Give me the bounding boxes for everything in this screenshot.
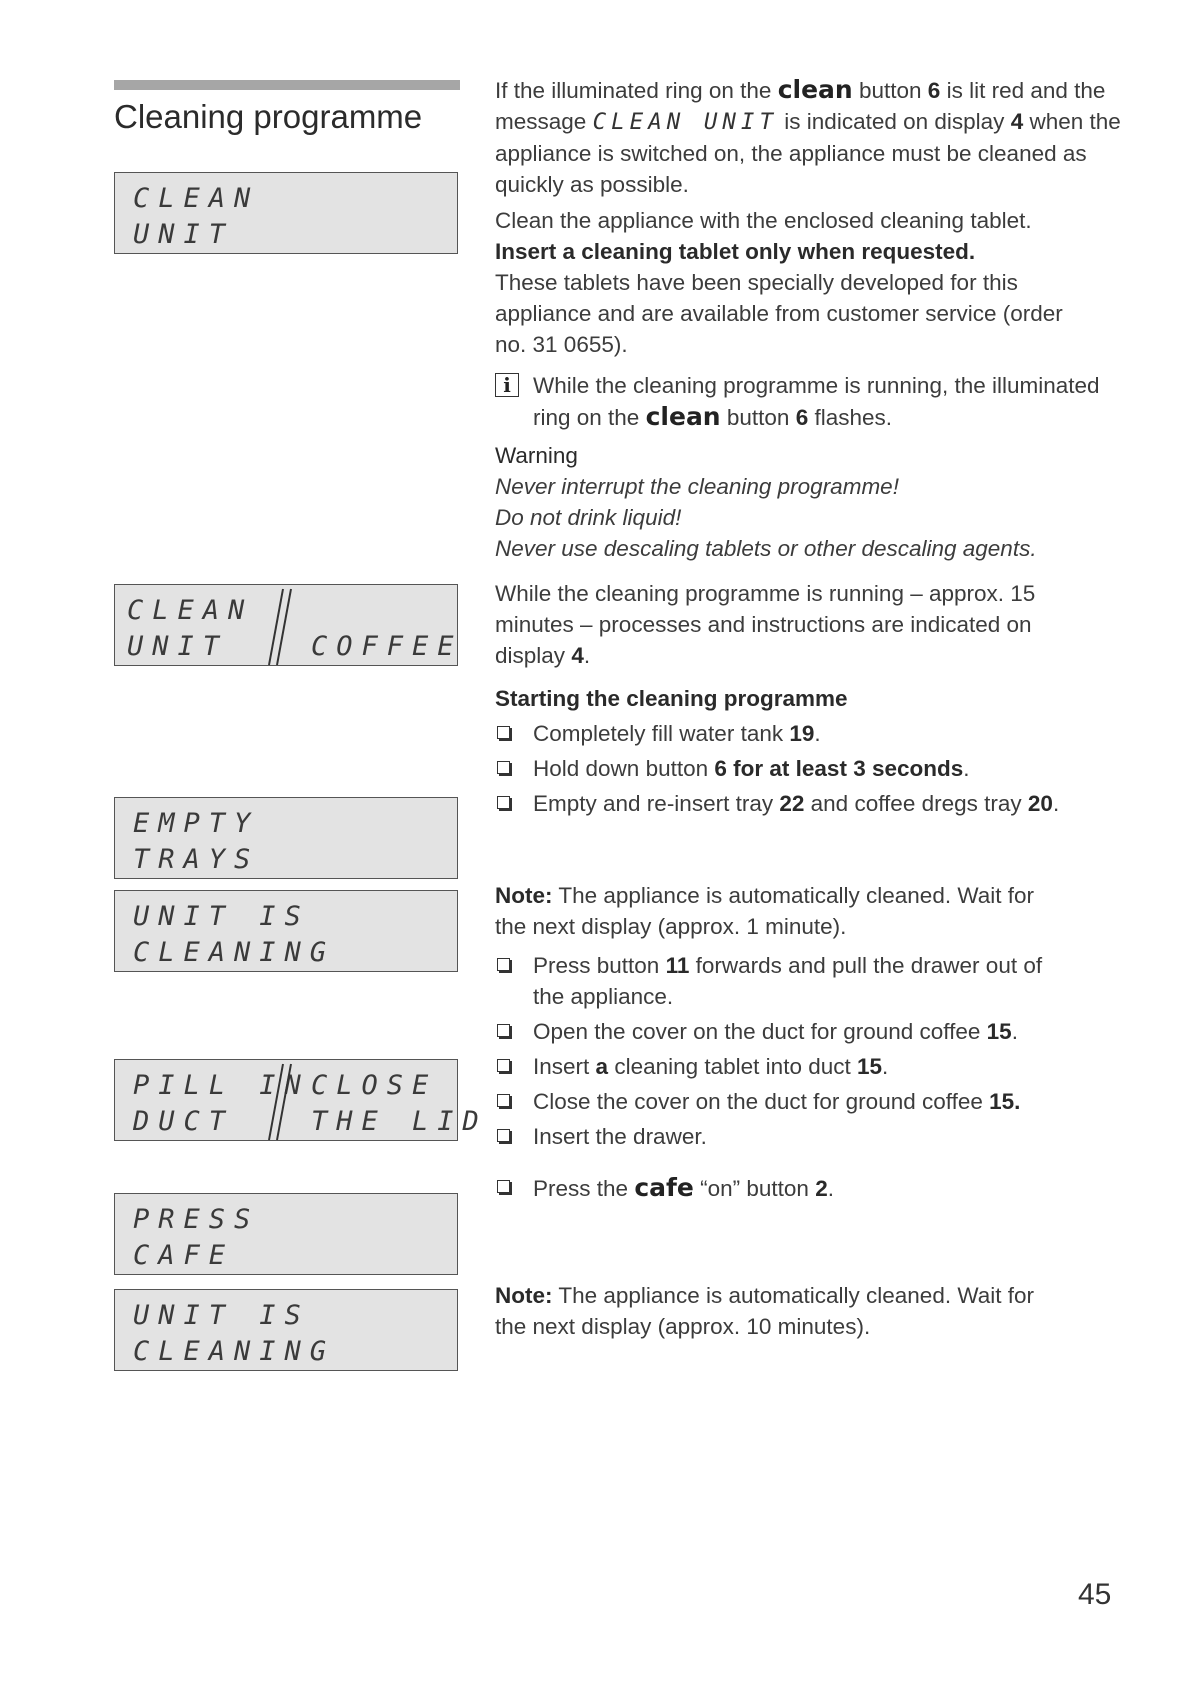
step-ref: 19 <box>789 721 815 746</box>
list-item <box>495 1051 1075 1082</box>
info-text-a: While the cleaning programme is running, the illuminated ring on the <box>533 373 1100 430</box>
lcd-line-2: UNIT <box>133 219 235 250</box>
list-item <box>495 950 1075 1012</box>
step-text: Close the cover on the duct for ground coffee <box>533 1089 983 1114</box>
step-ref: 15 <box>986 1019 1012 1044</box>
note-label: Note: <box>495 1283 553 1308</box>
checkbox-bullet-icon <box>497 958 510 971</box>
starting-heading: Starting the cleaning programme <box>495 686 848 711</box>
running-end: . <box>583 643 591 668</box>
step-text: Insert <box>533 1054 590 1079</box>
list-item <box>495 788 1135 819</box>
list-item <box>495 1172 1135 1204</box>
lcd-line-2: CLEANING <box>133 1336 336 1367</box>
section-title: Cleaning programme <box>114 98 423 135</box>
step-ref: a <box>595 1054 609 1079</box>
lcd-display-pill-in-duct <box>114 1059 488 1141</box>
step-end: . <box>814 721 821 746</box>
running-paragraph <box>495 578 1055 671</box>
step-text: Insert the drawer. <box>533 1124 707 1149</box>
step-ref: 20 <box>1027 791 1053 816</box>
step-ref: 15 <box>857 1054 883 1079</box>
lcd-display-clean-unit-coffee <box>114 584 463 666</box>
step-text: cleaning tablet into duct <box>614 1054 851 1079</box>
step-ref: 6 for at least 3 seconds <box>714 756 964 781</box>
step-ref: 22 <box>779 791 805 816</box>
lcd-line-1: UNIT IS <box>133 1300 310 1331</box>
step-text: Press the <box>533 1176 629 1201</box>
note-text: The appliance is automatically cleaned. Wait for the next display (approx. 1 minute). <box>495 883 1035 939</box>
tablet-line: Clean the appliance with the enclosed cleaning tablet. <box>495 208 1032 233</box>
step-ref: 11 <box>665 953 690 978</box>
list-item <box>495 1121 1075 1152</box>
checkbox-bullet-icon <box>497 726 510 739</box>
note-2 <box>495 1280 1055 1342</box>
running-text: While the cleaning programme is running – approx. 15 minutes – processes and instructions are indicated on display <box>495 581 1036 668</box>
step-end: . <box>963 756 970 781</box>
toggle-separator-icon <box>265 587 295 667</box>
step-end: . <box>882 1054 889 1079</box>
intro-text-e: when the appliance is switched on, the appliance must be cleaned as quickly as possible. <box>495 109 1121 197</box>
intro-text-a: If the illuminated ring on the <box>495 78 772 103</box>
lcd-line-1: UNIT IS <box>133 901 310 932</box>
list-item <box>495 1016 1075 1047</box>
lcd-line-2: CLEANING <box>133 937 336 968</box>
lcd-line-1: CLEAN <box>127 595 254 626</box>
drawer-steps <box>495 950 1075 1152</box>
step-end: . <box>1052 791 1060 816</box>
step-end: . <box>827 1176 834 1201</box>
step-text: Completely fill water tank <box>533 721 784 746</box>
intro-text-b: button <box>858 78 922 103</box>
checkbox-bullet-icon <box>497 1024 510 1037</box>
note-label: Note: <box>495 883 553 908</box>
lcd-line-1: PILL IN <box>133 1070 310 1101</box>
step-ref: 15. <box>989 1089 1021 1114</box>
clean-button-word: clean <box>645 402 721 431</box>
display-number: 4 <box>571 643 584 668</box>
lcd-line-2: CAFE <box>133 1240 235 1271</box>
lcd-display-unit-is-cleaning-2 <box>114 1289 458 1371</box>
intro-text-d: is indicated on display <box>784 109 1005 134</box>
step-text: Press button <box>533 953 660 978</box>
button-number: 6 <box>927 78 941 103</box>
step-end: . <box>1011 1019 1018 1044</box>
lcd-line-2: TRAYS <box>133 844 260 875</box>
lcd-line-right-2: THE LID <box>311 1106 488 1137</box>
info-icon: i <box>495 373 519 397</box>
warning-line: Never use descaling tablets or other descaling agents. <box>495 536 1037 561</box>
checkbox-bullet-icon <box>497 796 510 809</box>
lcd-display-press-cafe <box>114 1193 458 1275</box>
lcd-line-2: DUCT <box>133 1106 235 1137</box>
lcd-display-empty-trays <box>114 797 458 879</box>
lcd-line-1: CLEAN <box>133 183 260 214</box>
warning-line: Do not drink liquid! <box>495 505 682 530</box>
list-item <box>495 1086 1075 1117</box>
list-item <box>495 753 1135 784</box>
checkbox-bullet-icon <box>497 1129 510 1142</box>
note-1 <box>495 880 1055 942</box>
lcd-display-clean-unit <box>114 172 458 254</box>
lcd-line-right-1: CLOSE <box>311 1070 438 1101</box>
step-text: “on” button <box>700 1176 809 1201</box>
list-item <box>495 718 1135 749</box>
warning-line: Never interrupt the cleaning programme! <box>495 474 899 499</box>
lcd-line-1: EMPTY <box>133 808 260 839</box>
info-text-b: button <box>726 405 790 430</box>
step-text: Empty and re-insert tray <box>533 791 774 816</box>
step-text: and coffee dregs tray <box>810 791 1022 816</box>
warning-block <box>495 440 1135 564</box>
display-number: 4 <box>1010 109 1024 134</box>
intro-text-c: is lit red and the message <box>495 78 1106 134</box>
tablet-availability: These tablets have been specially developed for this appliance and are available from customer service (order no. 31 0655). <box>495 270 1063 357</box>
clean-button-word: clean <box>777 75 853 104</box>
step-text: Hold down button <box>533 756 709 781</box>
intro-paragraph <box>495 74 1135 200</box>
tablet-paragraph <box>495 205 1075 360</box>
checkbox-bullet-icon <box>497 1180 510 1193</box>
lcd-line-right: COFFEE <box>311 631 463 662</box>
toggle-separator-icon <box>265 1062 295 1142</box>
checkbox-bullet-icon <box>497 1094 510 1107</box>
cafe-button-word: cafe <box>634 1173 694 1202</box>
checkbox-bullet-icon <box>497 1059 510 1072</box>
lcd-line-2: UNIT <box>127 631 229 662</box>
step-text: Open the cover on the duct for ground coffee <box>533 1019 981 1044</box>
note-text: The appliance is automatically cleaned. Wait for the next display (approx. 10 minutes). <box>495 1283 1035 1339</box>
warning-heading: Warning <box>495 443 578 468</box>
step-text: forwards and pull the drawer out of the appliance. <box>533 953 1043 1009</box>
info-text-c: flashes. <box>814 405 893 430</box>
checkbox-bullet-icon <box>497 761 510 774</box>
info-note <box>495 370 1135 433</box>
lcd-display-unit-is-cleaning <box>114 890 458 972</box>
page-number: 45 <box>1078 1578 1112 1611</box>
starting-section <box>495 683 1135 819</box>
section-rule <box>114 80 460 90</box>
step-ref: 2 <box>815 1176 828 1201</box>
cafe-step <box>495 1172 1135 1204</box>
tablet-warning-bold: Insert a cleaning tablet only when requested. <box>495 239 976 264</box>
button-number: 6 <box>795 405 809 430</box>
lcd-line-1: PRESS <box>133 1204 260 1235</box>
lcd-message-inline: CLEAN UNIT <box>592 109 779 135</box>
